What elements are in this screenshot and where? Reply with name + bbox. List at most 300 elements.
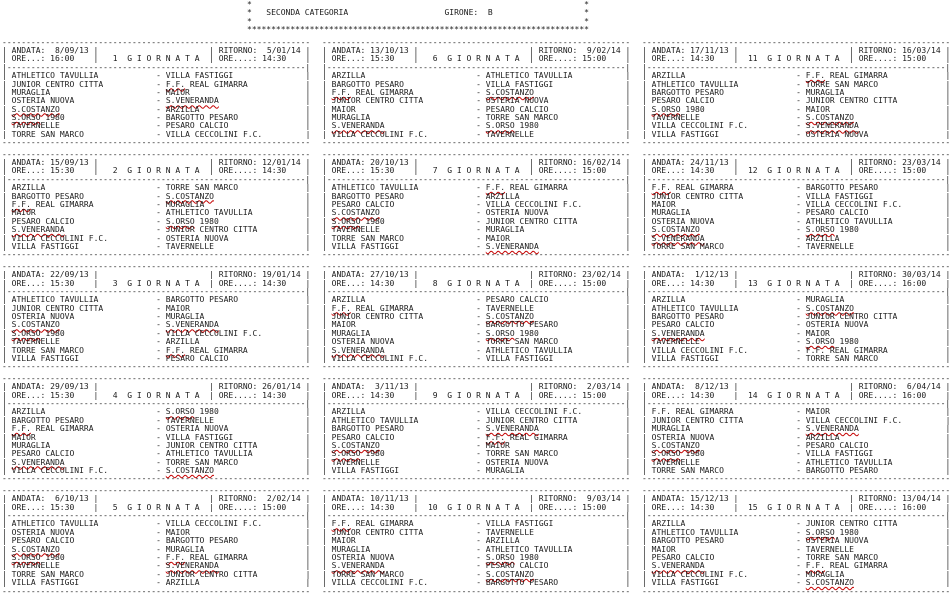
ritorno-date: 6/04/14 <box>902 382 941 392</box>
home-team: VILLA CECCOLINI F.C. <box>11 466 109 476</box>
home-team: BARGOTTO PESARO <box>11 415 84 425</box>
andata-time: 14:30 <box>690 278 715 288</box>
ritorno-label: RITORNO: <box>218 158 263 168</box>
andata-date: 24/11/13 <box>690 158 729 168</box>
ore-ritorno-label: ORE....: <box>858 54 903 64</box>
fixture-row: | VILLA CECCOLINI F.C. - BARGOTTO PESARO | <box>322 578 631 588</box>
times-giornata-header-line: | ORE...: 14:30 | 9 G I O R N A T A | ORE....: 15:00 | <box>322 390 631 400</box>
misspelled-token: S.ORSO <box>11 113 41 123</box>
ritorno-time: 16:00 <box>902 278 927 288</box>
misspelled-token: F.F. <box>805 561 826 571</box>
header-separator: |--------------------------------------------------------------| <box>642 398 951 408</box>
away-team: TAVERNELLE <box>165 415 214 425</box>
misspelled-token: S.ORSO <box>485 328 515 338</box>
ore-andata-label: ORE...: <box>11 278 51 288</box>
fixture-row: | S.COSTANZO - MAIOR | <box>322 440 631 450</box>
misspelled-token: S.COSTANZO <box>805 113 854 123</box>
home-team: MAIOR <box>11 208 36 218</box>
misspelled-token: S.VENERANDA <box>651 561 705 571</box>
giornata-label: G I O R N A T A <box>767 166 840 176</box>
fixture-row: | TORRE SAN MARCO - JUNIOR CENTRO CITTA | <box>2 569 311 579</box>
away-team: OSTERIA NUOVA <box>165 233 229 243</box>
fixture-row: | MURAGLIA - S.VENERANDA | <box>642 424 951 434</box>
home-team: TAVERNELLE <box>331 225 380 235</box>
block-bottom-border: ---------------------------------------------------------------- <box>2 250 311 260</box>
home-team: VILLA CECCOLINI F.C. <box>331 129 429 139</box>
home-team: TORRE SAN MARCO <box>331 569 404 579</box>
fixture-row: | S.VENERANDA - PESARO CALCIO | <box>322 561 631 571</box>
fixture-row: | JUNIOR CENTRO CITTA - VILLA CECCOLINI F.C. | <box>642 415 951 425</box>
ore-andata-label: ORE...: <box>331 278 371 288</box>
misspelled-token: S.ORSO <box>805 225 835 235</box>
times-giornata-header-line: | ORE...: 15:30 | 7 G I O R N A T A | ORE....: 15:00 | <box>322 166 631 176</box>
home-team: MAIOR <box>651 544 676 554</box>
home-team: MURAGLIA <box>331 328 371 338</box>
home-team: TORRE SAN MARCO <box>651 241 724 251</box>
giornata-number: 6 <box>427 54 438 64</box>
andata-label: ANDATA: <box>651 158 691 168</box>
ore-ritorno-label: ORE....: <box>218 54 263 64</box>
misspelled-token: S.ORSO <box>165 407 195 417</box>
fixture-row: | F.F. REAL GIMARRA - BARGOTTO PESARO | <box>642 183 951 193</box>
away-team: MAIOR <box>165 87 190 97</box>
fixture-row: | ARZILLA - VILLA CECCOLINI F.C. | <box>322 407 631 417</box>
giornata-block-14 <box>642 375 952 484</box>
ore-andata-label: ORE...: <box>331 390 371 400</box>
girone-label: GIRONE: <box>444 8 479 18</box>
ore-ritorno-label: ORE....: <box>858 278 903 288</box>
fixture-row: | TORRE SAN MARCO - VILLA CECCOLINI F.C. | <box>2 129 311 139</box>
home-team: JUNIOR CENTRO CITTA <box>11 303 104 313</box>
away-team: OSTERIA NUOVA <box>805 129 869 139</box>
dates-header-line: | ANDATA: 6/10/13 | | RITORNO: 2/02/14 | <box>2 494 311 504</box>
fixture-row: | TAVERNELLE - OSTERIA NUOVA | <box>322 457 631 467</box>
misspelled-token: S.VENERANDA <box>165 320 219 330</box>
fixture-row: | F.F. REAL GIMARRA - VILLA FASTIGGI | <box>322 519 631 529</box>
fixture-row: | JUNIOR CENTRO CITTA - OSTERIA NUOVA | <box>322 96 631 106</box>
ore-andata-label: ORE...: <box>11 54 51 64</box>
away-team: VILLA FASTIGGI <box>805 449 874 459</box>
away-team: VILLA FASTIGGI <box>485 79 554 89</box>
home-team: MAIOR <box>651 199 676 209</box>
giornata-block-12 <box>642 151 952 260</box>
andata-label: ANDATA: <box>331 494 371 504</box>
giornata-block-1 <box>2 39 312 148</box>
away-team: BARGOTTO PESARO <box>165 113 239 123</box>
block-bottom-border: ---------------------------------------------------------------- <box>2 138 311 148</box>
away-team: VILLA CECCOLINI F.C. <box>805 199 903 209</box>
fixture-row: | BARGOTTO PESARO - JUNIOR CENTRO CITTA | <box>642 312 951 322</box>
ore-andata-label: ORE...: <box>651 166 691 176</box>
block-bottom-border: ---------------------------------------------------------------- <box>2 474 311 484</box>
misspelled-token: F.F. <box>165 345 186 355</box>
away-team: OSTERIA NUOVA <box>485 208 549 218</box>
away-team: ARZILLA <box>165 337 200 347</box>
home-team: TORRE SAN MARCO <box>651 466 724 476</box>
andata-date: 8/12/13 <box>690 382 729 392</box>
home-team: MURAGLIA <box>331 544 371 554</box>
giornata-label: G I O R N A T A <box>447 54 520 64</box>
dates-header-line: | ANDATA: 17/11/13 | | RITORNO: 16/03/14 | <box>642 45 951 55</box>
fixture-row: | OSTERIA NUOVA - TORRE SAN MARCO | <box>322 337 631 347</box>
ritorno-label: RITORNO: <box>858 45 903 55</box>
home-team: VILLA CECCOLINI F.C. <box>11 233 109 243</box>
home-team: JUNIOR CENTRO CITTA <box>651 191 744 201</box>
fixture-row: | VILLA CECCOLINI F.C. - F.F. REAL GIMARRA | <box>642 345 951 355</box>
misspelled-token: F.F. <box>485 432 506 442</box>
block-bottom-border: ---------------------------------------------------------------- <box>642 138 951 148</box>
ore-ritorno-label: ORE....: <box>538 54 583 64</box>
andata-label: ANDATA: <box>11 45 51 55</box>
giornata-number: 9 <box>427 390 438 400</box>
fixture-row: | PESARO CALCIO - ATHLETICO TAVULLIA | <box>2 449 311 459</box>
away-team: MURAGLIA <box>165 199 205 209</box>
fixture-row: | PESARO CALCIO - F.F. REAL GIMARRA | <box>322 432 631 442</box>
away-team: JUNIOR CENTRO CITTA <box>485 415 578 425</box>
home-team: F.F. REAL GIMARRA <box>651 183 734 193</box>
times-giornata-header-line: | ORE...: 14:30 | 11 G I O R N A T A | ORE....: 15:00 | <box>642 54 951 64</box>
away-team: S.ORSO 1980 <box>165 216 219 226</box>
giornata-number: 14 <box>747 390 758 400</box>
fixture-schedule-document <box>0 1 952 596</box>
home-team: F.F. REAL GIMARRA <box>11 424 94 434</box>
times-giornata-header-line: | ORE...: 15:30 | 3 G I O R N A T A | ORE....: 14:30 | <box>2 278 311 288</box>
fixture-row: | MURAGLIA - JUNIOR CENTRO CITTA | <box>2 440 311 450</box>
home-team: ATHLETICO TAVULLIA <box>11 519 99 529</box>
away-team: F.F. REAL GIMARRA <box>805 71 888 81</box>
away-team: PESARO CALCIO <box>165 354 229 364</box>
misspelled-token: S.VENERANDA <box>11 457 65 467</box>
block-top-border: ---------------------------------------------------------------- <box>2 37 311 47</box>
home-team: BARGOTTO PESARO <box>651 87 724 97</box>
header-separator: |--------------------------------------------------------------| <box>2 174 311 184</box>
home-team: TORRE SAN MARCO <box>11 129 84 139</box>
dates-header-line: | ANDATA: 1/12/13 | | RITORNO: 30/03/14 | <box>642 270 951 280</box>
misspelled-token: F.F. <box>11 199 31 209</box>
home-team: MAIOR <box>331 320 356 330</box>
andata-date: 3/11/13 <box>370 382 409 392</box>
giornata-number: 1 <box>107 54 118 64</box>
block-bottom-border: ---------------------------------------------------------------- <box>642 250 951 260</box>
home-team: TAVERNELLE <box>651 457 700 467</box>
block-top-border: ---------------------------------------------------------------- <box>2 261 311 271</box>
ore-ritorno-label: ORE....: <box>218 502 263 512</box>
giornata-block-13 <box>642 263 952 372</box>
away-team: TORRE SAN MARCO <box>805 354 879 364</box>
home-team: JUNIOR CENTRO CITTA <box>331 312 424 322</box>
away-team: BARGOTTO PESARO <box>805 183 879 193</box>
header-separator: |--------------------------------------------------------------| <box>642 286 951 296</box>
home-team: TORRE SAN MARCO <box>331 233 404 243</box>
ore-andata-label: ORE...: <box>331 502 371 512</box>
giornata-number: 15 <box>747 502 758 512</box>
away-team: VILLA CECCOLINI F.C. <box>165 328 263 338</box>
ore-ritorno-label: ORE....: <box>858 390 903 400</box>
ritorno-label: RITORNO: <box>538 382 583 392</box>
andata-date: 15/09/13 <box>50 158 89 168</box>
andata-date: 6/10/13 <box>50 494 89 504</box>
away-team: OSTERIA NUOVA <box>485 457 549 467</box>
header-box-border: *********************************************************************** <box>247 25 589 35</box>
away-team: F.F. REAL GIMARRA <box>805 345 888 355</box>
misspelled-token: S.COSTANZO <box>11 104 60 114</box>
giornata-block-7 <box>322 151 632 260</box>
misspelled-token: S.ORSO <box>165 216 195 226</box>
ore-ritorno-label: ORE....: <box>538 166 583 176</box>
home-team: TAVERNELLE <box>11 121 60 131</box>
away-team: VILLA FASTIGGI <box>485 354 554 364</box>
away-team: JUNIOR CENTRO CITTA <box>805 96 898 106</box>
ore-ritorno-label: ORE....: <box>218 166 263 176</box>
home-team: TAVERNELLE <box>331 457 380 467</box>
giornata-number: 7 <box>427 166 438 176</box>
fixture-row: | MAIOR - VILLA FASTIGGI | <box>2 432 311 442</box>
away-team: VILLA FASTIGGI <box>805 191 874 201</box>
misspelled-token: S.VENERANDA <box>651 233 705 243</box>
misspelled-token: S.VENERANDA <box>805 121 859 131</box>
fixture-row: | MAIOR - ARZILLA | <box>322 536 631 546</box>
ore-andata-label: ORE...: <box>651 390 691 400</box>
misspelled-token: S.VENERANDA <box>331 345 385 355</box>
dates-header-line: | ANDATA: 22/09/13 | | RITORNO: 19/01/14 | <box>2 270 311 280</box>
league-title: SECONDA CATEGORIA <box>266 8 349 18</box>
home-team: JUNIOR CENTRO CITTA <box>331 96 424 106</box>
fixture-row: | S.ORSO 1980 - MAIOR | <box>642 104 951 114</box>
andata-date: 10/11/13 <box>370 494 409 504</box>
dates-header-line: | ANDATA: 15/12/13 | | RITORNO: 13/04/14 | <box>642 494 951 504</box>
home-team: ATHLETICO TAVULLIA <box>651 79 739 89</box>
home-team: ATHLETICO TAVULLIA <box>11 71 99 81</box>
fixture-row: | TAVERNELLE - S.VENERANDA | <box>2 561 311 571</box>
ritorno-time: 14:30 <box>262 54 287 64</box>
giornata-label: G I O R N A T A <box>447 390 520 400</box>
away-team: TAVERNELLE <box>165 241 214 251</box>
fixture-row: | MAIOR - BARGOTTO PESARO | <box>322 320 631 330</box>
block-top-border: ---------------------------------------------------------------- <box>2 373 311 383</box>
ritorno-label: RITORNO: <box>858 270 903 280</box>
giornata-block-4 <box>2 375 312 484</box>
fixture-row: | TORRE SAN MARCO - MAIOR | <box>322 233 631 243</box>
fixture-row: | ARZILLA - F.F. REAL GIMARRA | <box>642 71 951 81</box>
home-team: PESARO CALCIO <box>331 199 395 209</box>
misspelled-token: S.VENERANDA <box>11 225 65 235</box>
fixture-row: | ARZILLA - ATHLETICO TAVULLIA | <box>322 71 631 81</box>
misspelled-token: S.COSTANZO <box>651 440 700 450</box>
away-team: ATHLETICO TAVULLIA <box>805 457 893 467</box>
away-team: BARGOTTO PESARO <box>485 320 559 330</box>
misspelled-token: S.ORSO <box>11 328 41 338</box>
home-team: VILLA FASTIGGI <box>331 241 400 251</box>
ore-andata-label: ORE...: <box>11 502 51 512</box>
ritorno-label: RITORNO: <box>538 494 583 504</box>
ritorno-date: 23/02/14 <box>582 270 621 280</box>
block-bottom-border: ---------------------------------------------------------------- <box>2 586 311 596</box>
home-team: MURAGLIA <box>11 440 51 450</box>
home-team: BARGOTTO PESARO <box>651 312 724 322</box>
ritorno-label: RITORNO: <box>218 270 263 280</box>
home-team: VILLA FASTIGGI <box>651 578 720 588</box>
fixture-row: | BARGOTTO PESARO - ARZILLA | <box>322 191 631 201</box>
home-team: VILLA CECCOLINI F.C. <box>651 569 749 579</box>
fixture-row: | S.COSTANZO - ARZILLA | <box>2 104 311 114</box>
giornata-block-11 <box>642 39 952 148</box>
fixture-row: | F.F. REAL GIMARRA - OSTERIA NUOVA | <box>2 424 311 434</box>
dates-header-line: | ANDATA: 24/11/13 | | RITORNO: 23/03/14 | <box>642 158 951 168</box>
away-team: TORRE SAN MARCO <box>805 553 879 562</box>
away-team: JUNIOR CENTRO CITTA <box>165 569 258 579</box>
fixture-row: | VILLA FASTIGGI - MURAGLIA | <box>322 466 631 476</box>
giornata-block-10 <box>322 487 632 596</box>
fixture-row: | TORRE SAN MARCO - S.COSTANZO | <box>322 569 631 579</box>
away-team: JUNIOR CENTRO CITTA <box>485 216 578 226</box>
away-team: JUNIOR CENTRO CITTA <box>805 519 898 529</box>
andata-label: ANDATA: <box>11 270 51 280</box>
andata-label: ANDATA: <box>11 158 51 168</box>
home-team: ARZILLA <box>331 407 366 417</box>
home-team: S.ORSO 1980 <box>11 113 65 123</box>
home-team: TAVERNELLE <box>651 113 700 123</box>
block-bottom-border: ---------------------------------------------------------------- <box>642 474 951 484</box>
away-team: PESARO CALCIO <box>485 561 549 571</box>
fixture-row: | S.ORSO 1980 - VILLA CECCOLINI F.C. | <box>2 328 311 338</box>
home-team: PESARO CALCIO <box>331 432 395 442</box>
home-team: TAVERNELLE <box>11 561 60 571</box>
away-team: TAVERNELLE <box>805 544 854 554</box>
ritorno-time: 15:00 <box>582 54 607 64</box>
giornata-block-3 <box>2 263 312 372</box>
header-box-border: * * <box>247 0 589 9</box>
home-team: BARGOTTO PESARO <box>331 191 404 201</box>
away-team: ARZILLA <box>805 432 840 442</box>
home-team: VILLA CECCOLINI F.C. <box>651 345 749 355</box>
fixture-row: | ATHLETICO TAVULLIA - TORRE SAN MARCO | <box>642 79 951 89</box>
away-team: MAIOR <box>485 440 510 450</box>
giornata-number: 13 <box>747 278 758 288</box>
fixture-row: | TORRE SAN MARCO - F.F. REAL GIMARRA | <box>2 345 311 355</box>
misspelled-token: F.F. <box>331 519 351 529</box>
home-team: VILLA FASTIGGI <box>651 354 720 364</box>
ritorno-date: 2/03/14 <box>582 382 621 392</box>
misspelled-token: S.COSTANZO <box>485 312 534 322</box>
fixture-row: | F.F. REAL GIMARRA - MURAGLIA | <box>2 199 311 209</box>
away-team: MAIOR <box>165 303 190 313</box>
giornata-number: 5 <box>107 502 118 512</box>
away-team: F.F. REAL GIMARRA <box>485 183 568 193</box>
ritorno-label: RITORNO: <box>218 382 263 392</box>
fixture-row: | MAIOR - PESARO CALCIO | <box>322 104 631 114</box>
home-team: PESARO CALCIO <box>651 320 715 330</box>
home-team: S.ORSO 1980 <box>331 216 385 226</box>
away-team: VILLA FASTIGGI <box>165 432 234 442</box>
home-team: PESARO CALCIO <box>11 536 75 546</box>
fixture-row: | S.VENERANDA - TORRE SAN MARCO | <box>2 457 311 467</box>
away-team: ATHLETICO TAVULLIA <box>485 345 573 355</box>
home-team: VILLA CECCOLINI F.C. <box>331 354 429 364</box>
fixture-row: | S.ORSO 1980 - TORRE SAN MARCO | <box>322 449 631 459</box>
header-separator: |--------------------------------------------------------------| <box>642 174 951 184</box>
header-separator: |--------------------------------------------------------------| <box>2 62 311 72</box>
fixture-row: | OSTERIA NUOVA - S.VENERANDA | <box>2 96 311 106</box>
away-team: ATHLETICO TAVULLIA <box>165 208 253 218</box>
fixture-row: | PESARO CALCIO - BARGOTTO PESARO | <box>2 536 311 546</box>
fixture-row: | S.COSTANZO - PESARO CALCIO | <box>642 440 951 450</box>
home-team: VILLA FASTIGGI <box>11 241 80 251</box>
giornata-label: G I O R N A T A <box>127 390 200 400</box>
fixture-row: | OSTERIA NUOVA - ARZILLA | <box>642 432 951 442</box>
away-team: ATHLETICO TAVULLIA <box>165 449 253 459</box>
home-team: F.F. REAL GIMARRA <box>331 519 414 529</box>
andata-time: 14:30 <box>690 390 715 400</box>
header-separator: |--------------------------------------------------------------| <box>2 398 311 408</box>
ritorno-date: 9/02/14 <box>582 45 621 55</box>
misspelled-token: S.ORSO <box>11 553 41 562</box>
ore-andata-label: ORE...: <box>331 54 371 64</box>
fixture-row: | JUNIOR CENTRO CITTA - TAVERNELLE | <box>322 527 631 537</box>
fixture-row: | TORRE SAN MARCO - BARGOTTO PESARO | <box>642 466 951 476</box>
home-team: BARGOTTO PESARO <box>331 79 404 89</box>
misspelled-token: S.ORSO <box>805 337 835 347</box>
fixture-row: | PESARO CALCIO - S.ORSO 1980 | <box>2 216 311 226</box>
away-team: PESARO CALCIO <box>485 295 549 305</box>
misspelled-token: S.ORSO <box>485 553 515 562</box>
fixture-row: | S.ORSO 1980 - BARGOTTO PESARO | <box>2 113 311 123</box>
fixture-row: | VILLA FASTIGGI - TORRE SAN MARCO | <box>642 354 951 364</box>
andata-time: 14:30 <box>690 166 715 176</box>
ritorno-time: 16:00 <box>902 390 927 400</box>
times-giornata-header-line: | ORE...: 14:30 | 15 G I O R N A T A | ORE....: 16:00 | <box>642 502 951 512</box>
giornata-label: G I O R N A T A <box>767 54 840 64</box>
away-team: OSTERIA NUOVA <box>805 536 869 546</box>
block-bottom-border: ---------------------------------------------------------------- <box>322 362 631 372</box>
dates-header-line: | ANDATA: 13/10/13 | | RITORNO: 9/02/14 | <box>322 45 631 55</box>
ritorno-time: 15:00 <box>902 166 927 176</box>
dates-header-line: | ANDATA: 29/09/13 | | RITORNO: 26/01/14 | <box>2 382 311 392</box>
ritorno-time: 15:00 <box>582 166 607 176</box>
home-team: VILLA FASTIGGI <box>651 129 720 139</box>
away-team: ARZILLA <box>485 191 520 201</box>
block-bottom-border: ---------------------------------------------------------------- <box>322 586 631 596</box>
ritorno-label: RITORNO: <box>218 45 263 55</box>
away-team: VILLA CECCOLINI F.C. <box>485 199 583 209</box>
fixture-row: | ATHLETICO TAVULLIA - JUNIOR CENTRO CITTA | <box>322 415 631 425</box>
fixture-row: | TAVERNELLE - S.ORSO 1980 | <box>642 337 951 347</box>
andata-label: ANDATA: <box>331 45 371 55</box>
fixture-row: | OSTERIA NUOVA - MAIOR | <box>2 527 311 537</box>
andata-label: ANDATA: <box>651 45 691 55</box>
misspelled-token: S.ORSO <box>805 527 835 537</box>
away-team: PESARO CALCIO <box>485 104 549 114</box>
fixture-row: | BARGOTTO PESARO - VILLA FASTIGGI | <box>322 79 631 89</box>
andata-time: 14:30 <box>370 502 395 512</box>
away-team: S.ORSO 1980 <box>805 527 859 537</box>
block-top-border: ---------------------------------------------------------------- <box>322 149 631 159</box>
misspelled-token: F.F. <box>11 424 31 434</box>
giornata-number: 2 <box>107 166 118 176</box>
ritorno-label: RITORNO: <box>858 158 903 168</box>
block-top-border: ---------------------------------------------------------------- <box>642 149 951 159</box>
block-top-border: ---------------------------------------------------------------- <box>642 485 951 495</box>
away-team: PESARO CALCIO <box>805 208 869 218</box>
home-team: OSTERIA NUOVA <box>11 527 75 537</box>
fixture-row: | VILLA CECCOLINI F.C. - MURAGLIA | <box>642 569 951 579</box>
misspelled-token: S.COSTANZO <box>485 87 534 97</box>
fixture-row: | ATHLETICO TAVULLIA - VILLA FASTIGGI | <box>2 71 311 81</box>
ritorno-label: RITORNO: <box>538 270 583 280</box>
andata-time: 14:30 <box>370 278 395 288</box>
away-team: BARGOTTO PESARO <box>165 295 239 305</box>
fixture-row: | VILLA CECCOLINI F.C. - S.COSTANZO | <box>2 466 311 476</box>
fixture-row: | S.ORSO 1980 - VILLA FASTIGGI | <box>642 449 951 459</box>
